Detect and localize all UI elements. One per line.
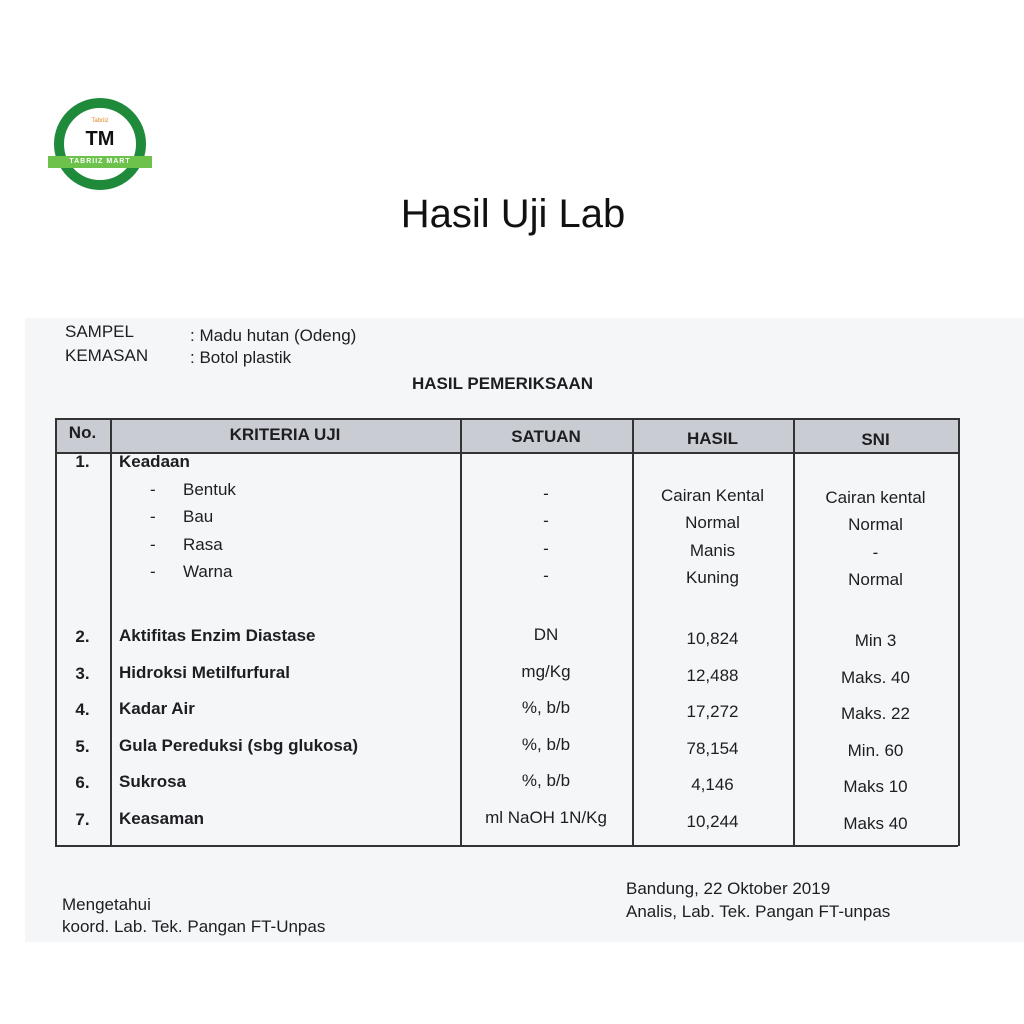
row-hasil: 10,824 bbox=[686, 629, 739, 648]
item-name: Bentuk bbox=[183, 480, 236, 499]
row-no: 5. bbox=[75, 737, 90, 756]
item-satuan: - bbox=[543, 539, 549, 558]
item-dash: - bbox=[150, 507, 156, 526]
item-dash: - bbox=[150, 480, 156, 499]
item-satuan: - bbox=[543, 566, 549, 585]
footer-left-2: koord. Lab. Tek. Pangan FT-Unpas bbox=[62, 917, 326, 936]
row-kriteria: Gula Pereduksi (sbg glukosa) bbox=[119, 736, 359, 755]
item-name: Warna bbox=[183, 562, 233, 581]
row-no: 7. bbox=[75, 810, 90, 829]
tabriiz-mart-logo bbox=[48, 98, 152, 194]
row-kriteria: Aktifitas Enzim Diastase bbox=[119, 626, 316, 645]
logo-band: TABRIIZ MART bbox=[48, 156, 152, 168]
row-kriteria: Keadaan bbox=[119, 452, 190, 471]
item-sni: - bbox=[872, 543, 879, 562]
sampel-value: : Madu hutan (Odeng) bbox=[190, 326, 357, 345]
row-satuan: mg/Kg bbox=[521, 662, 571, 681]
row-no: 2. bbox=[75, 627, 90, 646]
row-satuan: %, b/b bbox=[521, 735, 571, 754]
item-sni: Normal bbox=[848, 515, 903, 534]
row-sni: Min. 60 bbox=[847, 741, 904, 760]
logo-mark: TM bbox=[85, 128, 115, 150]
logo-small-text: Tabriiz bbox=[91, 118, 109, 124]
item-satuan: - bbox=[543, 484, 549, 503]
row-hasil: 10,244 bbox=[686, 812, 739, 831]
item-dash: - bbox=[150, 535, 156, 554]
row-kriteria: Hidroksi Metilfurfural bbox=[119, 663, 290, 682]
row-hasil: 78,154 bbox=[686, 739, 739, 758]
row-sni: Maks 10 bbox=[843, 777, 908, 796]
row-hasil: 12,488 bbox=[686, 666, 739, 685]
row-sni: Maks. 22 bbox=[841, 704, 910, 723]
row-kriteria: Kadar Air bbox=[119, 699, 195, 718]
row-no: 4. bbox=[75, 700, 90, 719]
row-satuan: %, b/b bbox=[521, 771, 571, 790]
doc-heading: HASIL PEMERIKSAAN bbox=[412, 374, 594, 393]
col-no: No. bbox=[68, 423, 97, 442]
row-hasil: 4,146 bbox=[691, 775, 734, 794]
item-satuan: - bbox=[543, 511, 549, 530]
footer-right-1: Bandung, 22 Oktober 2019 bbox=[626, 879, 831, 898]
row-kriteria: Keasaman bbox=[119, 809, 205, 828]
footer-right-2: Analis, Lab. Tek. Pangan FT-unpas bbox=[626, 902, 891, 921]
item-hasil: Cairan Kental bbox=[660, 486, 764, 505]
row-no: 6. bbox=[75, 773, 90, 792]
row-kriteria: Sukrosa bbox=[119, 772, 187, 791]
sampel-label: SAMPEL bbox=[65, 322, 134, 341]
row-sni: Maks 40 bbox=[843, 814, 908, 833]
item-dash: - bbox=[150, 562, 156, 581]
item-hasil: Manis bbox=[689, 541, 736, 560]
row-hasil: 17,272 bbox=[686, 702, 739, 721]
row-no: 3. bbox=[75, 664, 90, 683]
page-title: Hasil Uji Lab bbox=[400, 192, 626, 236]
col-kriteria: KRITERIA UJI bbox=[229, 425, 341, 444]
row-satuan: ml NaOH 1N/Kg bbox=[485, 808, 607, 827]
item-sni: Normal bbox=[848, 570, 903, 589]
col-sni: SNI bbox=[861, 430, 890, 449]
footer-left-1: Mengetahui bbox=[62, 895, 151, 914]
item-hasil: Kuning bbox=[686, 568, 739, 587]
kemasan-label: KEMASAN bbox=[65, 346, 149, 365]
col-satuan: SATUAN bbox=[511, 427, 581, 446]
item-hasil: Normal bbox=[685, 513, 740, 532]
row-satuan: DN bbox=[533, 625, 559, 644]
row-sni: Maks. 40 bbox=[841, 668, 910, 687]
item-name: Bau bbox=[183, 507, 214, 526]
item-sni: Cairan kental bbox=[825, 488, 926, 507]
item-name: Rasa bbox=[183, 535, 223, 554]
col-hasil: HASIL bbox=[687, 429, 738, 448]
row-satuan: %, b/b bbox=[521, 698, 571, 717]
kemasan-value: : Botol plastik bbox=[190, 348, 292, 367]
row-no: 1. bbox=[75, 452, 90, 471]
row-sni: Min 3 bbox=[854, 631, 897, 650]
